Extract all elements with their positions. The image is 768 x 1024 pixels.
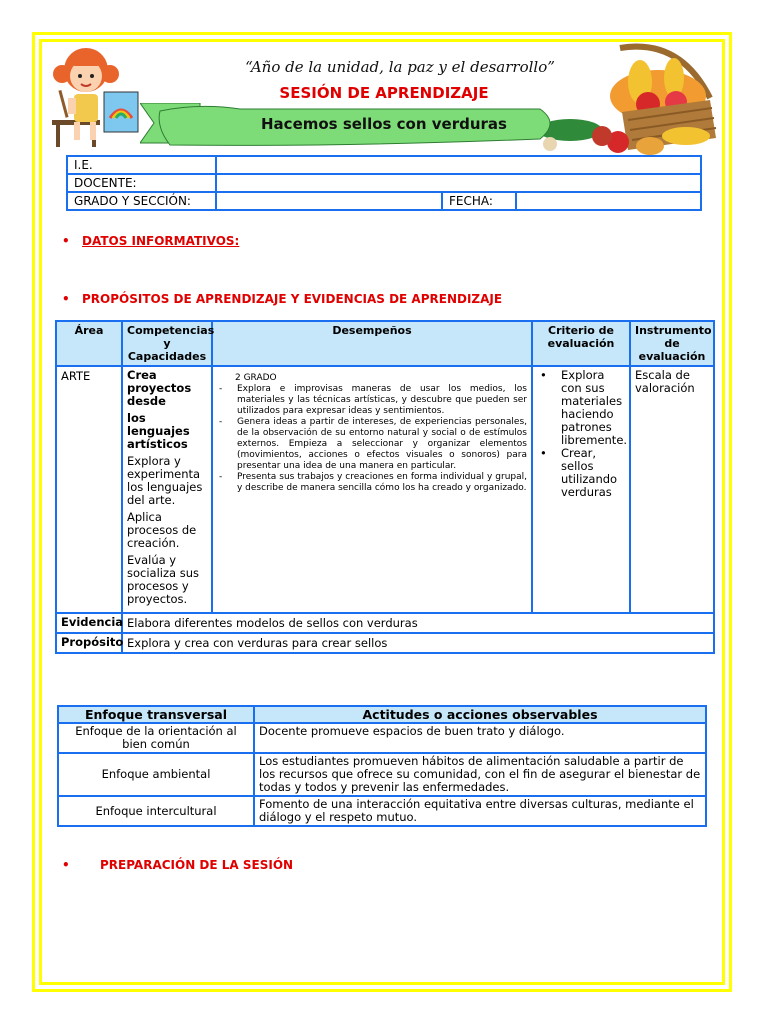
info-table	[66, 155, 702, 211]
section-propositos-label: PROPÓSITOS DE APRENDIZAJE Y EVIDENCIAS DE APRENDIZAJE	[82, 292, 503, 306]
competencia-1: Crea proyectos desde	[127, 368, 192, 408]
bullet-icon: •	[540, 446, 547, 460]
section-preparacion	[62, 858, 293, 872]
grado-label: 2 GRADO	[235, 373, 277, 383]
competencias-cell	[122, 366, 212, 613]
desempenos-cell	[212, 366, 532, 613]
dash-icon: -	[219, 417, 223, 427]
section-datos-label: DATOS INFORMATIVOS:	[82, 234, 240, 248]
header-instrumento: Instrumento de evaluación	[630, 321, 714, 366]
bullet-icon: •	[62, 292, 70, 306]
evidencia-value: Elabora diferentes modelos de sellos con verduras	[122, 613, 714, 633]
criterio-item	[537, 368, 628, 447]
criterio-cell	[532, 366, 630, 613]
desempeno-1: Explora e improvisas maneras de usar los medios, los materiales y las técnicas artísticas, y descubre que pueden ser utilizados para expresar ideas y sentimientos.	[237, 384, 527, 416]
capacidad-3: Evalúa y socializa sus procesos y proyectos.	[127, 553, 199, 606]
header-desempenos: Desempeños	[212, 321, 532, 366]
proposito-label: Propósito	[56, 633, 122, 653]
area-cell: ARTE	[56, 366, 122, 613]
capacidad-1: Explora y experimenta los lenguajes del arte.	[127, 454, 203, 507]
capacidad-2: Aplica procesos de creación.	[127, 510, 197, 550]
section-propositos	[62, 292, 502, 306]
fecha-label: FECHA:	[442, 192, 516, 210]
session-title: Hacemos sellos con verduras	[261, 115, 507, 133]
proposito-value: Explora y crea con verduras para crear sellos	[122, 633, 714, 653]
year-motto: “Año de la unidad, la paz y el desarrollo”	[245, 58, 555, 76]
bullet-icon: •	[62, 858, 70, 872]
enfoque-actitud: Los estudiantes promueven hábitos de alimentación saludable a partir de los recursos que ofrece su comunidad, con el fin de asegurar el bienestar de todas y todos y prevenir las enfermedades.	[254, 753, 706, 796]
header-criterio: Criterio de evaluación	[532, 321, 630, 366]
header-competencias: Competencias y Capacidades	[122, 321, 212, 366]
docente-label: DOCENTE:	[67, 174, 216, 192]
evidencia-label: Evidencia	[56, 613, 122, 633]
enfoque-table	[57, 705, 707, 827]
purpose-table	[55, 320, 715, 654]
grado-label: GRADO Y SECCIÓN:	[67, 192, 216, 210]
ie-field[interactable]	[216, 156, 701, 174]
competencia-2: los lenguajes artísticos	[127, 411, 190, 451]
girl-painting-illustration	[48, 44, 144, 148]
section-preparacion-label: PREPARACIÓN DE LA SESIÓN	[100, 858, 294, 872]
enfoque-name: Enfoque de la orientación al bien común	[58, 723, 254, 753]
desempeno-item	[217, 384, 527, 417]
session-type-title: SESIÓN DE APRENDIZAJE	[279, 84, 489, 102]
criterio-1: Explora con sus materiales haciendo patrones libremente.	[561, 368, 628, 447]
bullet-icon: •	[62, 234, 70, 248]
docente-field[interactable]	[216, 174, 701, 192]
table-row	[58, 796, 706, 826]
dash-icon: -	[219, 384, 223, 394]
header-area: Área	[56, 321, 122, 366]
desempeno-2: Genera ideas a partir de intereses, de experiencias personales, de la observación de su entorno natural y social o de estímulos externos. Empieza a seleccionar y organizar elementos (movimientos, acciones o efectos visuales o sonoros) para presentar una idea de una manera en particular.	[237, 417, 527, 471]
grado-field[interactable]	[216, 192, 442, 210]
enfoque-actitud: Fomento de una interacción equitativa entre diversas culturas, mediante el diálogo y el respeto mutuo.	[254, 796, 706, 826]
desempeno-item	[217, 417, 527, 472]
criterio-2: Crear, sellos utilizando verduras	[561, 446, 618, 499]
bullet-icon: •	[540, 368, 547, 382]
enfoque-actitud: Docente promueve espacios de buen trato y diálogo.	[254, 723, 706, 753]
instrumento-cell: Escala de valoración	[630, 366, 714, 613]
desempeno-3: Presenta sus trabajos y creaciones en forma individual y grupal, y describe de manera sencilla cómo los ha creado y organizado.	[237, 472, 527, 493]
table-row	[58, 753, 706, 796]
table-row	[58, 723, 706, 753]
criterio-item	[537, 447, 625, 499]
ie-label: I.E.	[67, 156, 216, 174]
enfoque-name: Enfoque intercultural	[58, 796, 254, 826]
enfoque-name: Enfoque ambiental	[58, 753, 254, 796]
fecha-field[interactable]	[516, 192, 701, 210]
dash-icon: -	[219, 472, 223, 482]
section-datos-informativos	[62, 234, 239, 248]
desempeno-item	[217, 472, 527, 494]
header-enfoque: Enfoque transversal	[58, 706, 254, 723]
header-actitudes: Actitudes o acciones observables	[254, 706, 706, 723]
